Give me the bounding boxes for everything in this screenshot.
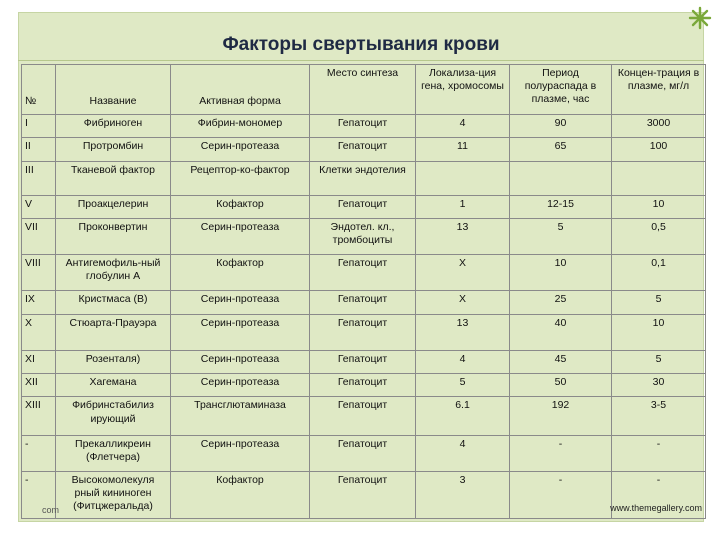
cell-site: Клетки эндотелия xyxy=(310,161,416,195)
slide-title: Факторы свертывания крови xyxy=(222,34,500,55)
table-row xyxy=(22,115,706,138)
cell-num: III xyxy=(22,161,56,195)
header-site: Место синтеза xyxy=(310,65,416,115)
cell-form: Серин-протеаза xyxy=(171,374,310,397)
header-form: Активная форма xyxy=(171,65,310,115)
footer-left-text: com xyxy=(42,505,60,515)
cell-form: Кофактор xyxy=(171,195,310,218)
cell-conc: 3-5 xyxy=(612,397,706,435)
cell-locus: X xyxy=(416,291,510,314)
cell-form: Серин-протеаза xyxy=(171,291,310,314)
cell-name: Кристмаса (В) xyxy=(56,291,171,314)
cell-site: Гепатоцит xyxy=(310,255,416,291)
cell-conc: 10 xyxy=(612,314,706,350)
cell-half-life: - xyxy=(510,435,612,471)
cell-site: Гепатоцит xyxy=(310,397,416,435)
asterisk-logo-icon xyxy=(688,6,712,30)
cell-half-life: 5 xyxy=(510,219,612,255)
cell-locus: 11 xyxy=(416,138,510,161)
cell-conc: 10 xyxy=(612,195,706,218)
cell-name: Стюарта-Прауэра xyxy=(56,314,171,350)
cell-site: Гепатоцит xyxy=(310,138,416,161)
footer-website: www.themegallery.com xyxy=(610,503,702,513)
table-row xyxy=(22,161,706,195)
cell-site: Эндотел. кл., тромбоциты xyxy=(310,219,416,255)
table-row xyxy=(22,435,706,471)
table-row xyxy=(22,350,706,373)
cell-site: Гепатоцит xyxy=(310,374,416,397)
cell-conc: 5 xyxy=(612,350,706,373)
cell-half-life xyxy=(510,161,612,195)
cell-form: Серин-протеаза xyxy=(171,314,310,350)
cell-num: XI xyxy=(22,350,56,373)
cell-name: Высокомолекуля рный кининоген (Фитцжеральда) xyxy=(56,471,171,518)
cell-num: X xyxy=(22,314,56,350)
cell-locus: 1 xyxy=(416,195,510,218)
cell-conc: 5 xyxy=(612,291,706,314)
header-num: № xyxy=(22,65,56,115)
cell-half-life: 50 xyxy=(510,374,612,397)
cell-num: VII xyxy=(22,219,56,255)
cell-conc: 0,1 xyxy=(612,255,706,291)
cell-locus: 13 xyxy=(416,219,510,255)
cell-conc xyxy=(612,161,706,195)
table-row xyxy=(22,138,706,161)
cell-site: Гепатоцит xyxy=(310,435,416,471)
cell-conc: 100 xyxy=(612,138,706,161)
cell-conc: 30 xyxy=(612,374,706,397)
cell-conc: - xyxy=(612,435,706,471)
coagulation-factors-table xyxy=(21,64,706,519)
cell-locus: 4 xyxy=(416,435,510,471)
table-row xyxy=(22,255,706,291)
table-row xyxy=(22,471,706,518)
cell-name: Фибринстабилиз ирующий xyxy=(56,397,171,435)
header-locus: Локализа-ция гена, хромосомы xyxy=(416,65,510,115)
cell-site: Гепатоцит xyxy=(310,115,416,138)
cell-conc: 0,5 xyxy=(612,219,706,255)
cell-half-life: 65 xyxy=(510,138,612,161)
cell-num: V xyxy=(22,195,56,218)
header-concentration: Концен-трация в плазме, мг/л xyxy=(612,65,706,115)
cell-half-life: 12-15 xyxy=(510,195,612,218)
cell-half-life: 10 xyxy=(510,255,612,291)
cell-name: Проконвертин xyxy=(56,219,171,255)
cell-locus: 13 xyxy=(416,314,510,350)
header-half-life: Период полураспада в плазме, час xyxy=(510,65,612,115)
cell-num: I xyxy=(22,115,56,138)
table-row xyxy=(22,219,706,255)
cell-site: Гепатоцит xyxy=(310,314,416,350)
cell-conc: 3000 xyxy=(612,115,706,138)
cell-half-life: 192 xyxy=(510,397,612,435)
table-row xyxy=(22,314,706,350)
cell-form: Серин-протеаза xyxy=(171,138,310,161)
cell-name: Протромбин xyxy=(56,138,171,161)
cell-form: Серин-протеаза xyxy=(171,435,310,471)
header-name: Название xyxy=(56,65,171,115)
cell-num: XIII xyxy=(22,397,56,435)
cell-form: Серин-протеаза xyxy=(171,350,310,373)
cell-conc: - xyxy=(612,471,706,518)
cell-locus: 4 xyxy=(416,350,510,373)
cell-num: - xyxy=(22,471,56,518)
cell-locus: X xyxy=(416,255,510,291)
cell-locus: 6.1 xyxy=(416,397,510,435)
cell-name: Тканевой фактор xyxy=(56,161,171,195)
cell-num: VIII xyxy=(22,255,56,291)
table-row xyxy=(22,195,706,218)
cell-name: Фибриноген xyxy=(56,115,171,138)
cell-num: XII xyxy=(22,374,56,397)
table-row xyxy=(22,374,706,397)
table-row xyxy=(22,397,706,435)
cell-form: Серин-протеаза xyxy=(171,219,310,255)
title-divider xyxy=(18,60,704,61)
cell-site: Гепатоцит xyxy=(310,195,416,218)
table-header-row xyxy=(22,65,706,115)
cell-form: Кофактор xyxy=(171,255,310,291)
cell-site: Гепатоцит xyxy=(310,350,416,373)
table-body xyxy=(22,115,706,519)
cell-name: Прекалликреин (Флетчера) xyxy=(56,435,171,471)
cell-name: Хагемана xyxy=(56,374,171,397)
cell-num: IX xyxy=(22,291,56,314)
cell-half-life: 25 xyxy=(510,291,612,314)
cell-half-life: - xyxy=(510,471,612,518)
cell-name: Антигемофиль-ный глобулин А xyxy=(56,255,171,291)
cell-locus xyxy=(416,161,510,195)
cell-site: Гепатоцит xyxy=(310,471,416,518)
cell-num: - xyxy=(22,435,56,471)
cell-num: II xyxy=(22,138,56,161)
cell-half-life: 45 xyxy=(510,350,612,373)
cell-half-life: 90 xyxy=(510,115,612,138)
cell-locus: 4 xyxy=(416,115,510,138)
cell-form: Кофактор xyxy=(171,471,310,518)
cell-locus: 3 xyxy=(416,471,510,518)
cell-half-life: 40 xyxy=(510,314,612,350)
cell-name: Проакцелерин xyxy=(56,195,171,218)
table-row xyxy=(22,291,706,314)
cell-name: Розенталя) xyxy=(56,350,171,373)
cell-form: Рецептор-ко-фактор xyxy=(171,161,310,195)
cell-form: Трансглютаминаза xyxy=(171,397,310,435)
cell-locus: 5 xyxy=(416,374,510,397)
cell-site: Гепатоцит xyxy=(310,291,416,314)
cell-form: Фибрин-мономер xyxy=(171,115,310,138)
